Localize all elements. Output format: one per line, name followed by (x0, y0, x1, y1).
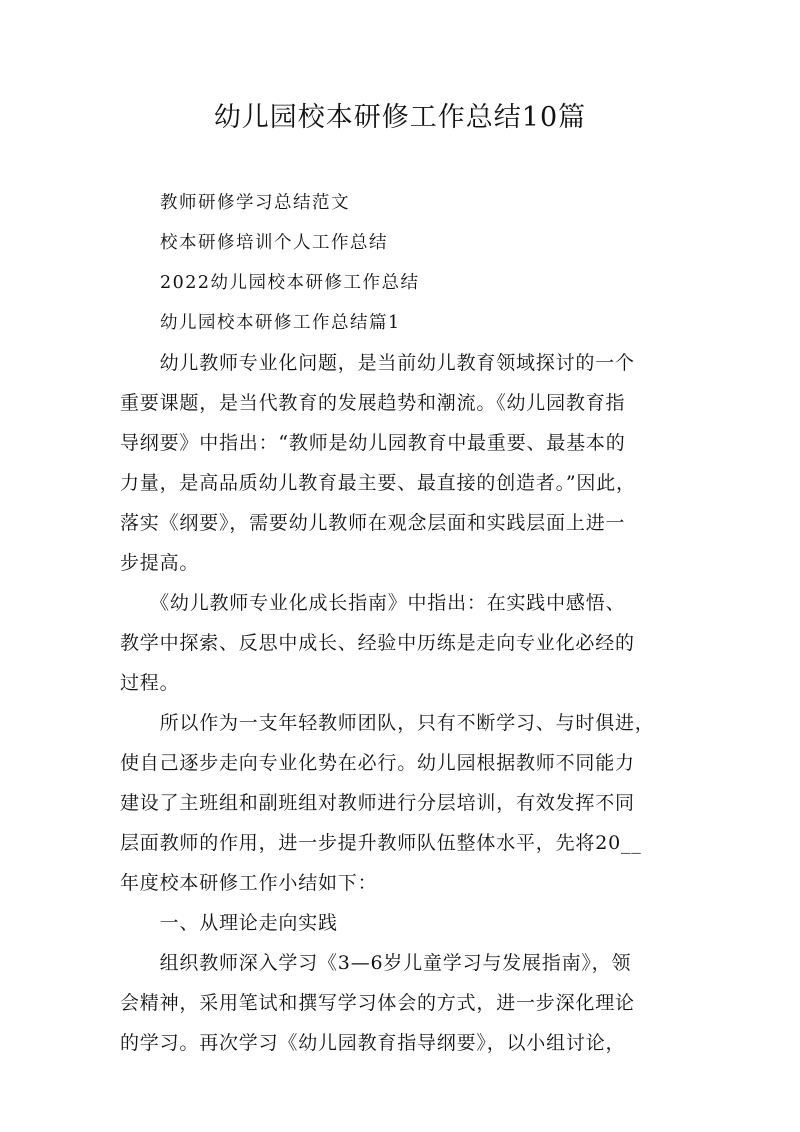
document-body (120, 183, 680, 1063)
paragraph-study (120, 943, 680, 1063)
paragraph-team (120, 703, 680, 903)
text-line: 力量，是高品质幼儿教育最主要、最直接的创造者。”因此， (120, 472, 636, 494)
related-link[interactable]: 2022幼儿园校本研修工作总结 (160, 273, 420, 293)
related-link[interactable]: 校本研修培训个人工作总结 (160, 233, 388, 253)
section-heading-theory (120, 903, 680, 943)
text-line: 使自己逐步走向专业化势在必行。幼儿园根据教师不同能力 (120, 752, 635, 774)
text-line: 会精神，采用笔试和撰写学习体会的方式，进一步深化理论 (120, 992, 635, 1014)
paragraph-guide (120, 583, 680, 703)
paragraph-intro (120, 343, 680, 583)
text-line: 步提高。 (120, 552, 200, 574)
text-line: 的学习。再次学习《幼儿园教育指导纲要》，以小组讨论， (120, 1032, 626, 1054)
text-line: 过程。 (120, 672, 180, 694)
text-line: 导纲要》中指出：“教师是幼儿园教育中最重要、最基本的 (120, 432, 626, 454)
related-link[interactable]: 教师研修学习总结范文 (160, 193, 350, 213)
text-line: 幼儿教师专业化问题，是当前幼儿教育领域探讨的一个 (120, 352, 635, 374)
text-line: 层面教师的作用，进一步提升教师队伍整体水平，先将20__ (120, 832, 642, 854)
heading-line: 一、从理论走向实践 (120, 912, 338, 934)
text-line: 所以作为一支年轻教师团队，只有不断学习、与时俱进， (120, 712, 655, 734)
text-line: 落实《纲要》，需要幼儿教师在观念层面和实践层面上进一 (120, 512, 626, 534)
text-line: 重要课题，是当代教育的发展趋势和潮流。《幼儿园教育指 (120, 392, 626, 414)
section-heading: 幼儿园校本研修工作总结篇1 (160, 313, 401, 333)
text-line: 组织教师深入学习《3—6岁儿童学习与发展指南》，领 (120, 952, 632, 974)
text-line: 建设了主班组和副班组对教师进行分层培训，有效发挥不同 (120, 792, 635, 814)
document-title: 幼儿园校本研修工作总结10篇 (213, 102, 587, 133)
text-line: 教学中探索、反思中成长、经验中历练是走向专业化必经的 (120, 632, 635, 654)
text-line: 《幼儿教师专业化成长指南》中指出：在实践中感悟、 (120, 592, 626, 614)
related-links (120, 183, 680, 343)
text-line: 年度校本研修工作小结如下： (120, 872, 378, 894)
